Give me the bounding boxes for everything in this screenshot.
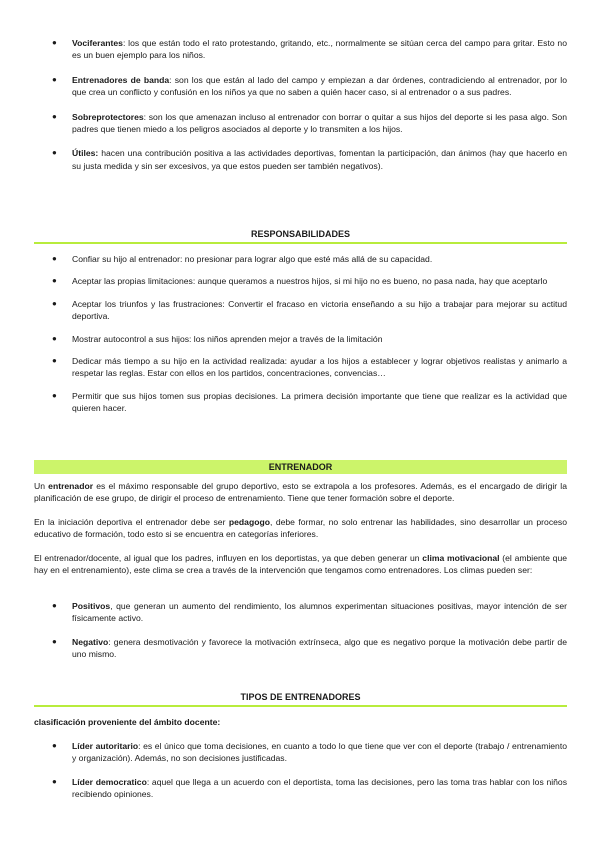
list-item: ● Vociferantes: los que están todo el rato protestando, gritando, etc., normalmente se sitúan cerca del campo para gritar. Esto no es un buen ejemplo para los niños.: [52, 38, 567, 61]
bullet-icon: ●: [52, 776, 57, 786]
bullet-icon: ●: [52, 254, 57, 263]
heading-underline: [34, 242, 567, 244]
list-item: ● Positivos, que generan un aumento del rendimiento, los alumnos experimentan situaciones positivas, mayor intención de ser físicamente activo.: [52, 601, 567, 624]
bullet-icon: ●: [52, 636, 57, 646]
section-heading-responsabilidades: RESPONSABILIDADES: [250, 229, 350, 239]
parent-types-list: [34, 37, 567, 172]
list-item: ● Mostrar autocontrol a sus hijos: los niños aprenden mejor a través de la limitación: [52, 333, 383, 344]
entrenador-paragraph-1: Un entrenador es el máximo responsable del grupo deportivo, esto se extrapola a los profesores. Además, es el encargado de dirigir la planificación de ese grupo, de dirigir el proceso de entrenamiento. Tiene que tener formación sobre el deporte.: [34, 481, 567, 504]
list-item: ● Permitir que sus hijos tomen sus propias decisiones. La primera decisión importante que tiene que realizar es la actividad que quieren hacer.: [52, 390, 567, 414]
bullet-icon: ●: [52, 276, 57, 286]
entrenador-paragraph-2: En la iniciación deportiva el entrenador debe ser pedagogo, debe formar, no solo entrenar las habilidades, sino desarrollar un proceso educativo de formación, todo esto si se encuentra en categorías inferiores.: [34, 517, 567, 540]
bullet-icon: ●: [52, 298, 57, 308]
entrenador-paragraph-3: El entrenador/docente, al igual que los padres, influyen en los deportistas, ya que deben generar un clima motivacional (el ambiente que hay en el entrenamiento), este clima se crea a través de la intervención que tengamos como entrenadores. Los climas pueden ser:: [34, 553, 568, 576]
bullet-icon: ●: [52, 38, 57, 47]
climas-list: [34, 600, 567, 661]
list-item: ● Sobreprotectores: son los que amenazan incluso al entrenador con borrar o quitar a sus hijos del deporte si les pasa algo. Son padres que tienen miedo a los peligros asociados al deporte y lo transmiten a los hijos.: [52, 111, 567, 135]
list-item: ● Aceptar los triunfos y las frustraciones: Convertir el fracaso en victoria enseñando a su hijo a trabajar para mejorar su actitud deportiva.: [52, 298, 567, 322]
list-item: ● Líder autoritario: es el único que toma decisiones, en cuanto a todo lo que tiene que ver con el deporte (trabajo / entrenamiento y organización). Además, no son decisiones justificadas.: [52, 741, 567, 764]
bullet-icon: ●: [52, 333, 57, 343]
list-item: ● Confiar su hijo al entrenador: no presionar para lograr algo que esté más allá de su capacidad.: [52, 254, 433, 264]
heading-underline: [34, 705, 567, 707]
list-item: ● Útiles: hacen una contribución positiva a las actividades deportivas, fomentan la participación, dan ánimos (hay que hacerlo en su justa medida y sin ser excesivos, ya que estos pueden ser también negativos).: [52, 148, 567, 171]
bullet-icon: ●: [52, 148, 57, 158]
section-heading-entrenador: ENTRENADOR: [34, 460, 567, 474]
list-item: ● Entrenadores de banda: son los que están al lado del campo y empiezan a dar órdenes, contradiciendo al entrenador, por lo que crea un conflicto y confusión en los niños ya que no saben a quién hacer caso, si al entrenador o a sus padres.: [52, 74, 567, 98]
bullet-icon: ●: [52, 390, 57, 400]
responsabilidades-list: [34, 253, 567, 415]
bullet-icon: ●: [52, 74, 57, 84]
list-item: ● Negativo: genera desmotivación y favorece la motivación extrínseca, algo que es negativo porque la motivación debe partir de uno mismo.: [52, 636, 567, 660]
tipos-subheading: clasificación proveniente del ámbito docente:: [34, 717, 221, 727]
bullet-icon: ●: [52, 601, 57, 610]
section-heading-tipos: TIPOS DE ENTRENADORES: [240, 692, 361, 702]
list-item: ● Aceptar las propias limitaciones: aunque queramos a nuestros hijos, si mi hijo no es bueno, no pasa nada, hay que aceptarlo: [52, 276, 548, 287]
bullet-icon: ●: [52, 356, 57, 366]
tipos-list: [34, 740, 567, 801]
list-item: ● Líder democratico: aquel que llega a un acuerdo con el deportista, toma las decisiones, pero las toma tras hablar con los niños recibiendo opiniones.: [52, 776, 567, 800]
bullet-icon: ●: [52, 741, 57, 750]
list-item: ● Dedicar más tiempo a su hijo en la actividad realizada: ayudar a los hijos a establecer y lograr objetivos realistas y animarlo a respetar las reglas. Estar con ellos en los partidos, concentraciones, convencias…: [52, 356, 567, 379]
bullet-icon: ●: [52, 111, 57, 121]
